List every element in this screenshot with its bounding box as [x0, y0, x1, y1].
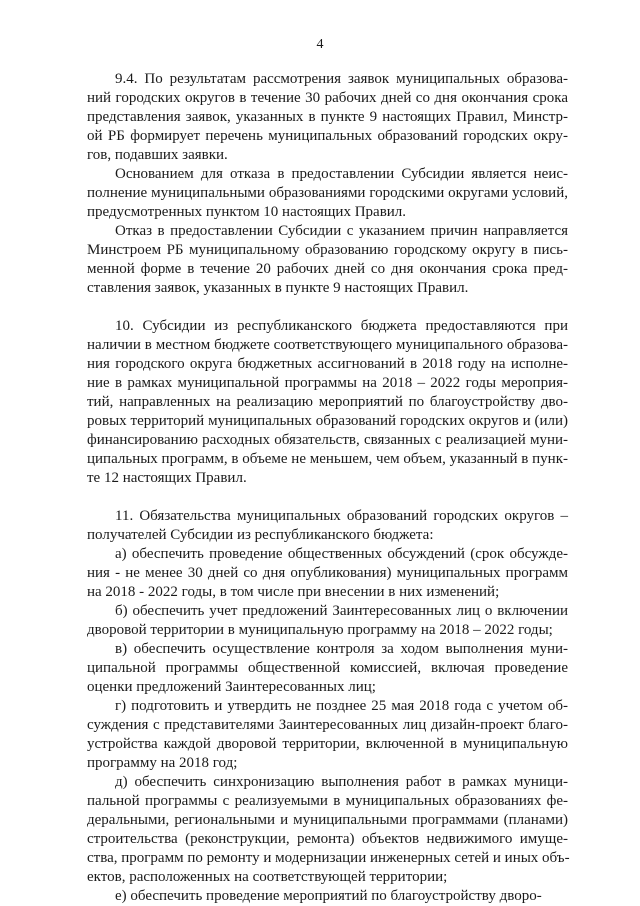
text-line: устройства каждой дворовой территории, включенной в муниципальную: [87, 736, 568, 752]
text-line: строительства (реконструкции, ремонта) объектов недвижимого имуще-: [87, 831, 568, 847]
text-line: оценки предложений Заинтересованных лиц;: [87, 679, 376, 695]
text-line: программу на 2018 год;: [87, 755, 238, 771]
paragraph-p-11: [87, 507, 568, 545]
text-line: представления заявок, указанных в пункте 9 настоящих Правил, Минстр-: [87, 109, 568, 125]
text-line: ния - не менее 30 дней со дня опубликования) муниципальных программ: [87, 565, 568, 581]
paragraph-spacer: [87, 298, 568, 317]
text-line: финансированию расходных обязательств, связанных с реализацией муни-: [87, 432, 568, 448]
text-line: дворовой территории в муниципальную программу на 2018 – 2022 годы;: [87, 622, 553, 638]
paragraph-p-11-v: [87, 640, 568, 697]
paragraph-p-11-b: [87, 602, 568, 640]
text-line: 9.4. По результатам рассмотрения заявок муниципальных образова-: [115, 71, 568, 87]
paragraph-p-refusal-notice: [87, 222, 568, 298]
text-line: ципальных программ, в объеме не меньшем, чем объем, указанный в пунк-: [87, 451, 568, 467]
text-line: 10. Субсидии из республиканского бюджета предоставляются при: [115, 318, 568, 334]
paragraph-p-9-4: [87, 70, 568, 165]
text-line: ставления заявок, указанных в пункте 9 настоящих Правил.: [87, 280, 469, 296]
text-line: менной форме в течение 20 рабочих дней со дня окончания срока пред-: [87, 261, 568, 277]
text-line: суждения с представителями Заинтересованных лиц дизайн-проект благо-: [87, 717, 568, 733]
paragraph-p-11-e: [87, 887, 568, 906]
text-line: получателей Субсидии из республиканского бюджета:: [87, 527, 434, 543]
text-line: ния городского округа бюджетных ассигнований в 2018 году на исполне-: [87, 356, 568, 372]
text-line: д) обеспечить синхронизацию выполнения работ в рамках муници-: [115, 774, 568, 790]
text-line: те 12 настоящих Правил.: [87, 470, 247, 486]
text-line: ой РБ формирует перечень муниципальных образований городских окру-: [87, 128, 568, 144]
text-line: Отказ в предоставлении Субсидии с указанием причин направляется: [115, 223, 568, 239]
text-line: пальной программы с реализуемыми в муниципальных образованиях фе-: [87, 793, 568, 809]
text-line: Основанием для отказа в предоставлении Субсидии является неис-: [115, 166, 568, 182]
text-line: деральными, региональными и муниципальными программами (планами): [87, 812, 568, 828]
page-number: 4: [316, 37, 324, 52]
text-line: г) подготовить и утвердить не позднее 25 мая 2018 года с учетом об-: [115, 698, 568, 714]
text-line: наличии в местном бюджете соответствующего муниципального образова-: [87, 337, 568, 353]
text-line: Минстроем РБ муниципальному образованию городскому округу в пись-: [87, 242, 568, 258]
text-line: полнение муниципальными образованиями городскими округами условий,: [87, 185, 568, 201]
text-line: предусмотренных пунктом 10 настоящих Правил.: [87, 204, 407, 220]
paragraph-p-11-d: [87, 773, 568, 887]
paragraph-p-11-g: [87, 697, 568, 773]
paragraph-p-11-a: [87, 545, 568, 602]
text-line: ние в рамках муниципальной программы на 2018 – 2022 годы мероприя-: [87, 375, 568, 391]
text-line: ровых территорий муниципальных образований городских округов и (или): [87, 413, 568, 429]
text-line: в) обеспечить осуществление контроля за ходом выполнения муни-: [115, 641, 568, 657]
text-line: тий, направленных на реализацию мероприятий по благоустройству дво-: [87, 394, 568, 410]
text-line: ний городских округов в течение 30 рабочих дней со дня окончания срока: [87, 90, 568, 106]
text-line: на 2018 - 2022 годы, в том числе при внесении в них изменений;: [87, 584, 500, 600]
text-line: ства, программ по ремонту и модернизации инженерных сетей и иных объ-: [87, 850, 570, 866]
text-line: е) обеспечить проведение мероприятий по благоустройству дворо-: [115, 888, 542, 904]
paragraph-spacer: [87, 488, 568, 507]
paragraph-p-10: [87, 317, 568, 488]
text-line: ектов, расположенных на соответствующей территории;: [87, 869, 448, 885]
text-line: а) обеспечить проведение общественных обсуждений (срок обсужде-: [115, 546, 568, 562]
document-body: [87, 70, 568, 906]
text-line: ципальной программы общественной комиссией, включая проведение: [87, 660, 568, 676]
text-line: б) обеспечить учет предложений Заинтересованных лиц о включении: [115, 603, 568, 619]
text-line: 11. Обязательства муниципальных образований городских округов –: [115, 508, 568, 524]
text-line: гов, подавших заявки.: [87, 147, 228, 163]
paragraph-p-refusal-grounds: [87, 165, 568, 222]
